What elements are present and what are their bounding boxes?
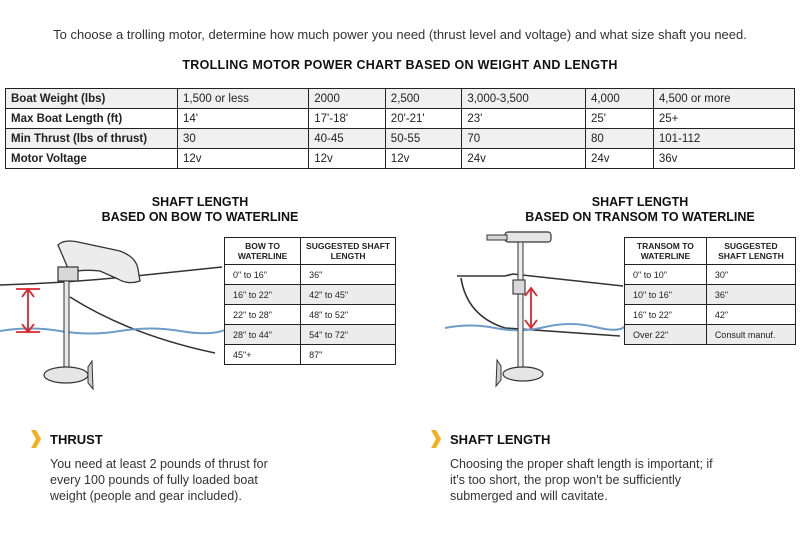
transom-shaft-table [624, 237, 796, 345]
transom-hull [457, 274, 623, 286]
table-cell: 16" to 22" [625, 305, 707, 325]
table-cell: 42" [706, 305, 795, 325]
shaft-length-body: Choosing the proper shaft length is important; if it's too short, the prop won't be sufficiently submerged and will cavitate. [450, 457, 713, 503]
table-cell: 4,500 or more [653, 89, 794, 109]
transom-heading-line1: SHAFT LENGTH [591, 195, 689, 209]
intro-text: To choose a trolling motor, determine how much power you need (thrust level and voltage) and what size shaft you need. [53, 27, 747, 42]
table-cell: 2000 [309, 89, 386, 109]
motor-lower-unit [44, 367, 88, 383]
shaft-length-title: SHAFT LENGTH [450, 432, 551, 447]
table-cell: 14' [178, 109, 309, 129]
table-cell: 28" to 44" [225, 325, 301, 345]
motor-handle [487, 235, 507, 240]
table-row [6, 89, 795, 109]
power-chart-table [5, 88, 795, 169]
table-header-row [225, 238, 396, 265]
transom-heading-line2: BASED ON TRANSOM TO WATERLINE [525, 210, 755, 224]
table-cell: 36" [301, 265, 396, 285]
transom-section-heading [495, 195, 785, 225]
table-cell: 54" to 72" [301, 325, 396, 345]
table-row [225, 285, 396, 305]
table-header-row [625, 238, 796, 265]
motor-clamp [513, 280, 525, 294]
table-cell: 16" to 22" [225, 285, 301, 305]
table-cell: 101-112 [653, 129, 794, 149]
table-row [6, 149, 795, 169]
table-row [625, 305, 796, 325]
table-cell: 25+ [653, 109, 794, 129]
col-header-shaft: SUGGESTED SHAFT LENGTH [301, 238, 396, 265]
table-cell: 10" to 16" [625, 285, 707, 305]
row-header: Boat Weight (lbs) [6, 89, 178, 109]
col-header-transom: TRANSOM TO WATERLINE [625, 238, 707, 265]
table-cell: 12v [385, 149, 462, 169]
table-cell: 40-45 [309, 129, 386, 149]
table-cell: 45"+ [225, 345, 301, 365]
table-row [625, 285, 796, 305]
table-cell: 12v [178, 149, 309, 169]
table-cell: 1,500 or less [178, 89, 309, 109]
table-cell: 24v [585, 149, 653, 169]
col-header-bow: BOW TO WATERLINE [225, 238, 301, 265]
chevron-right-icon [430, 429, 442, 449]
bow-shaft-table [224, 237, 396, 365]
bow-mount-illustration [0, 235, 225, 395]
bow-section-heading [60, 195, 340, 225]
table-cell: 3,000-3,500 [462, 89, 586, 109]
table-cell: 48" to 52" [301, 305, 396, 325]
table-row [225, 265, 396, 285]
table-cell: 70 [462, 129, 586, 149]
table-cell: 87" [301, 345, 396, 365]
table-cell: 50-55 [385, 129, 462, 149]
table-cell: 4,000 [585, 89, 653, 109]
row-header: Max Boat Length (ft) [6, 109, 178, 129]
table-cell: Consult manuf. [706, 325, 795, 345]
motor-mount [58, 267, 78, 281]
table-cell: Over 22" [625, 325, 707, 345]
table-row [6, 129, 795, 149]
motor-shaft [64, 281, 69, 369]
thrust-title: THRUST [50, 432, 103, 447]
table-row [225, 345, 396, 365]
table-cell: 24v [462, 149, 586, 169]
row-header: Motor Voltage [6, 149, 178, 169]
power-chart-title: TROLLING MOTOR POWER CHART BASED ON WEIGHT AND LENGTH [182, 58, 618, 72]
table-cell: 0" to 16" [225, 265, 301, 285]
transom-mount-illustration [445, 228, 625, 398]
bow-heading-line2: BASED ON BOW TO WATERLINE [101, 210, 299, 224]
table-row [225, 325, 396, 345]
table-row [625, 265, 796, 285]
table-cell: 30" [706, 265, 795, 285]
bow-hull-underside [70, 297, 215, 353]
table-cell: 36v [653, 149, 794, 169]
propeller [496, 360, 501, 386]
thrust-body: You need at least 2 pounds of thrust for every 100 pounds of fully loaded boat weight (people and gear included). [50, 457, 268, 503]
table-cell: 36" [706, 285, 795, 305]
col-header-shaft: SUGGESTED SHAFT LENGTH [706, 238, 795, 265]
table-row [625, 325, 796, 345]
chevron-right-icon [30, 429, 42, 449]
table-cell: 25' [585, 109, 653, 129]
table-cell: 42" to 45" [301, 285, 396, 305]
bow-heading-line1: SHAFT LENGTH [151, 195, 249, 209]
row-header: Min Thrust (lbs of thrust) [6, 129, 178, 149]
motor-head [505, 232, 551, 242]
water-line [445, 324, 625, 330]
table-cell: 0" to 10" [625, 265, 707, 285]
table-cell: 12v [309, 149, 386, 169]
motor-lower-unit [503, 367, 543, 381]
table-cell: 23' [462, 109, 586, 129]
table-row [225, 305, 396, 325]
table-cell: 22" to 28" [225, 305, 301, 325]
table-cell: 2,500 [385, 89, 462, 109]
motor-shaft [518, 242, 523, 368]
table-cell: 20'-21' [385, 109, 462, 129]
table-cell: 80 [585, 129, 653, 149]
table-row [6, 109, 795, 129]
table-cell: 17'-18' [309, 109, 386, 129]
propeller [88, 361, 93, 389]
table-cell: 30 [178, 129, 309, 149]
